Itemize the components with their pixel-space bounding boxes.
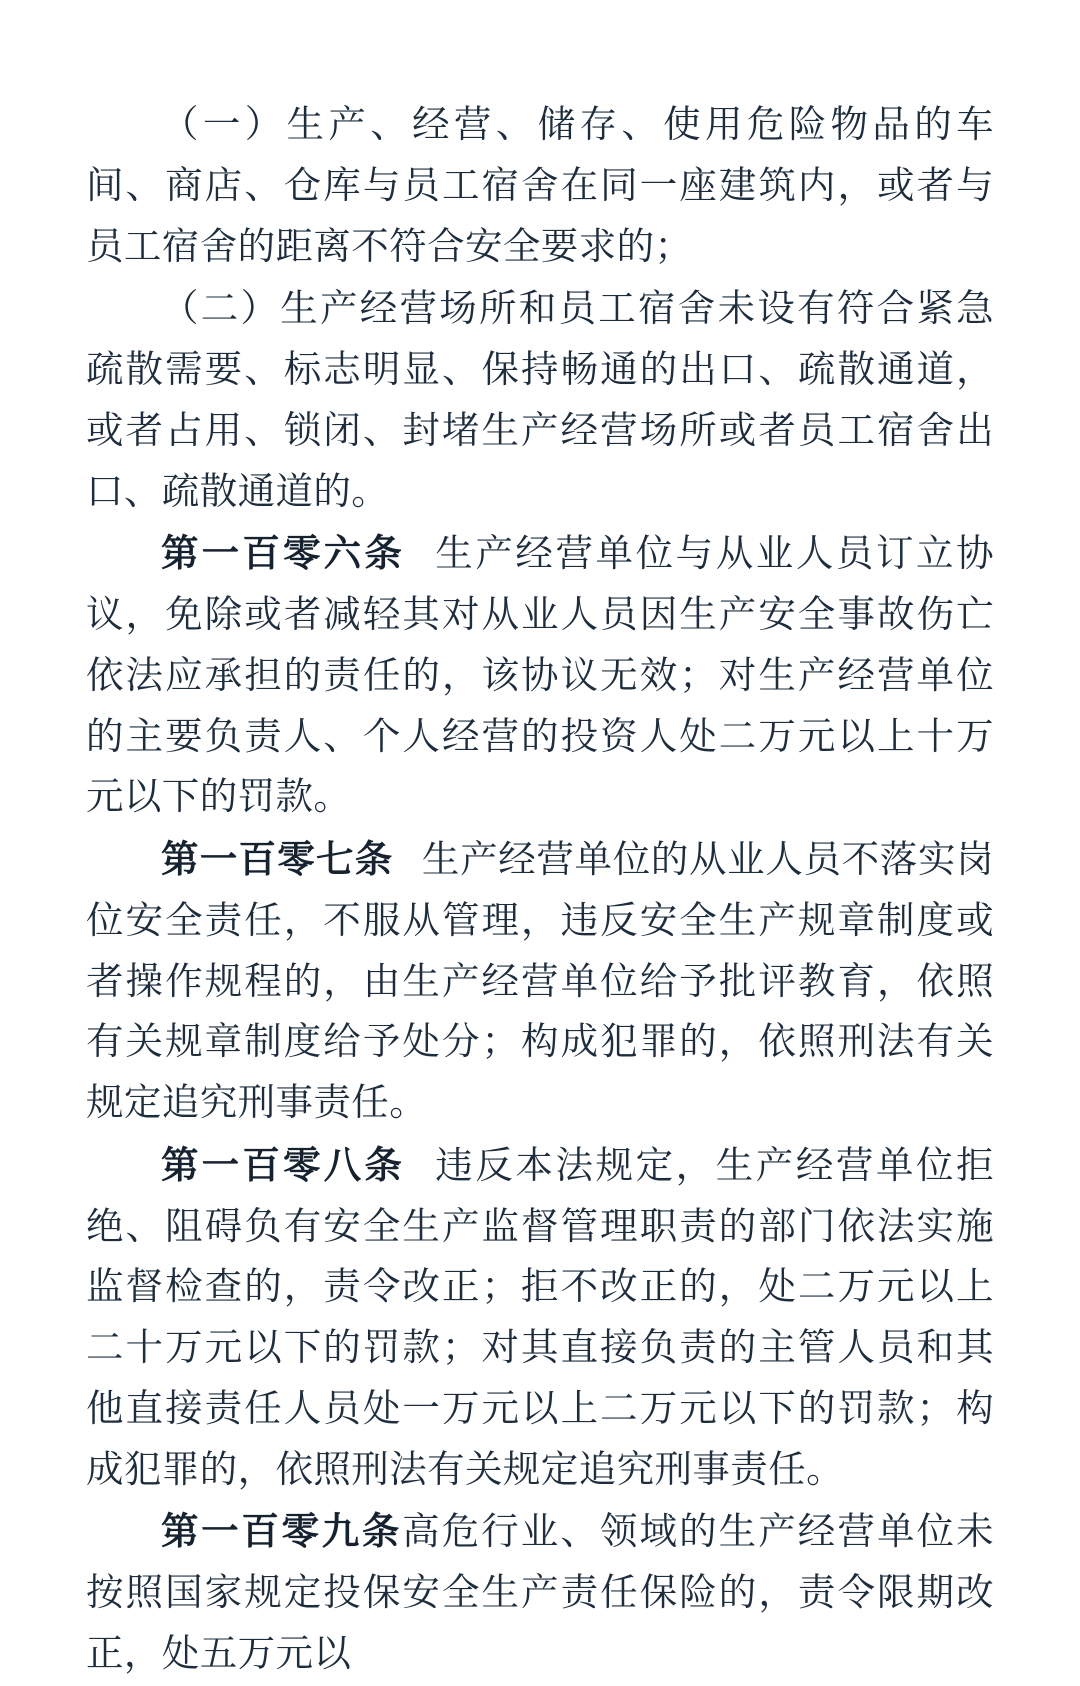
article-paragraph [86, 1137, 994, 1502]
article-text: 生产经营单位与从业人员订立协议，免除或者减轻其对从业人员因生产安全事故伤亡依法应承担的责任的，该协议无效；对生产经营单位的主要负责人、个人经营的投资人处二万元以上十万元以下的罚款。 [86, 534, 994, 819]
article-number: 第一百零七条 [161, 840, 394, 881]
article-number: 第一百零八条 [161, 1145, 405, 1187]
list-item: （二）生产经营场所和员工宿舍未设有符合紧急疏散需要、标志明显、保持畅通的出口、疏散通道，或者占用、锁闭、封堵生产经营场所或者员工宿舍出口、疏散通道的。 [86, 289, 994, 513]
article-paragraph [86, 1503, 994, 1685]
list-item: （一）生产、经营、储存、使用危险物品的车间、商店、仓库与员工宿舍在同一座建筑内，或者与员工宿舍的距离不符合安全要求的； [86, 105, 994, 268]
document-body [86, 96, 994, 1686]
article-number: 第一百零九条 [161, 1512, 403, 1554]
article-text: 生产经营单位的从业人员不落实岗位安全责任，不服从管理，违反安全生产规章制度或者操作规程的，由生产经营单位给予批评教育，依照有关规章制度给予处分；构成犯罪的，依照刑法有关规定追究刑事责任。 [86, 840, 995, 1124]
article-text: 高危行业、领域的生产经营单位未按照国家规定投保安全生产责任保险的，责令限期改正，处五万元以 [86, 1512, 995, 1675]
article-number: 第一百零六条 [161, 534, 405, 576]
article-paragraph [86, 831, 994, 1135]
article-text: 违反本法规定，生产经营单位拒绝、阻碍负有安全生产监督管理职责的部门依法实施监督检查的，责令改正；拒不改正的，处二万元以上二十万元以下的罚款；对其直接负责的主管人员和其他直接责任人员处一万元以上二万元以下的罚款；构成犯罪的，依照刑法有关规定追究刑事责任。 [86, 1145, 994, 1491]
article-paragraph [86, 525, 994, 829]
